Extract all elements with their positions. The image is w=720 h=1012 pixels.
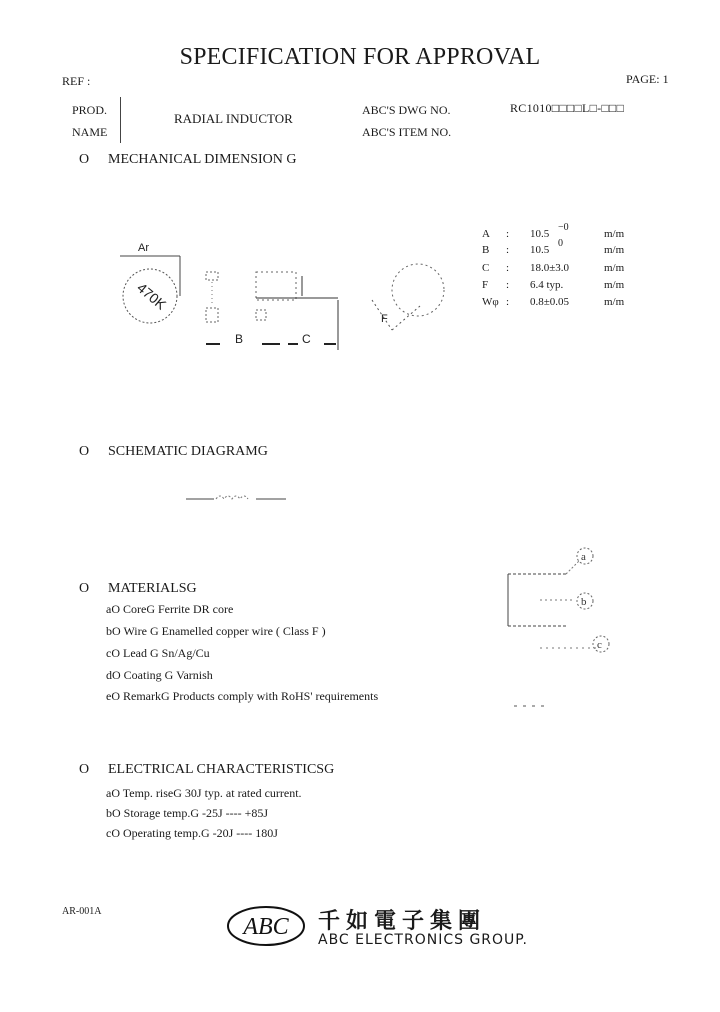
spec-value: 0.8±0.05 [530,296,570,308]
item-label: ABC'S ITEM NO. [362,125,452,139]
spec-separator: : [506,228,510,240]
label-f: F [381,313,388,325]
spec-separator: : [506,244,510,256]
ref-label: REF : [62,74,91,88]
spec-unit: m/m [604,279,625,291]
material-item: dO Coating G Varnish [106,668,213,682]
schematic-title: SCHEMATIC DIAGRAMG [108,444,268,459]
mechanical-bullet: O [79,152,90,167]
spec-key: B [482,244,490,256]
schematic-bullet: O [79,444,90,459]
spec-unit: m/m [604,262,625,274]
callout-c: c [597,639,602,651]
material-item: aO CoreG Ferrite DR core [106,602,234,616]
spec-unit: m/m [604,244,625,256]
material-item: cO Lead G Sn/Ag/Cu [106,646,210,660]
mechanical-title: MECHANICAL DIMENSION G [108,152,297,167]
dwg-label: ABC'S DWG NO. [362,103,451,117]
spec-value: 10.5 [530,228,550,240]
page-number: PAGE: 1 [626,72,669,86]
dwg-number: RC1010□□□□L□-□□□ [510,101,625,115]
spec-value: 6.4 typ. [530,279,564,291]
logo-mark: ABC [243,914,289,940]
electrical-item: aO Temp. riseG 30J typ. at rated current. [106,786,302,800]
spec-key: Wφ [482,296,499,308]
spec-unit: m/m [604,228,625,240]
callout-a: a [581,551,586,563]
spec-separator: : [506,296,510,308]
company-name-cn: 千如電子集團 [318,909,487,934]
spec-key: C [482,262,490,274]
spec-value: 10.5 [530,244,550,256]
page-title: SPECIFICATION FOR APPROVAL [179,44,541,70]
product-name: RADIAL INDUCTOR [174,111,293,126]
spec-unit: m/m [604,296,625,308]
spec-key: A [482,228,490,240]
materials-title: MATERIALSG [108,581,197,596]
electrical-title: ELECTRICAL CHARACTERISTICSG [108,762,335,777]
spec-tolerance: 0 [558,238,563,249]
marking-text: 470K [134,279,170,313]
prod-label: PROD. [72,103,108,117]
electrical-bullet: O [79,762,90,777]
callout-b: b [581,596,587,608]
material-item: eO RemarkG Products comply with RoHS' requirements [106,689,379,703]
spec-separator: : [506,279,510,291]
spec-value: 18.0±3.0 [530,262,570,274]
label-a: Ar [138,242,149,254]
label-c: C [302,332,311,346]
company-name-en: ABC ELECTRONICS GROUP. [318,932,528,948]
spec-tolerance: −0 [558,222,569,233]
electrical-item: cO Operating temp.G -20J ---- 180J [106,826,278,840]
company-logo [226,904,316,950]
label-b: B [235,332,244,346]
materials-bullet: O [79,581,90,596]
material-item: bO Wire G Enamelled copper wire ( Class F ) [106,624,326,638]
form-code: AR-001A [62,906,102,917]
name-label: NAME [72,125,108,139]
spec-key: F [482,279,489,291]
electrical-item: bO Storage temp.G -25J ---- +85J [106,806,269,820]
spec-separator: : [506,262,510,274]
